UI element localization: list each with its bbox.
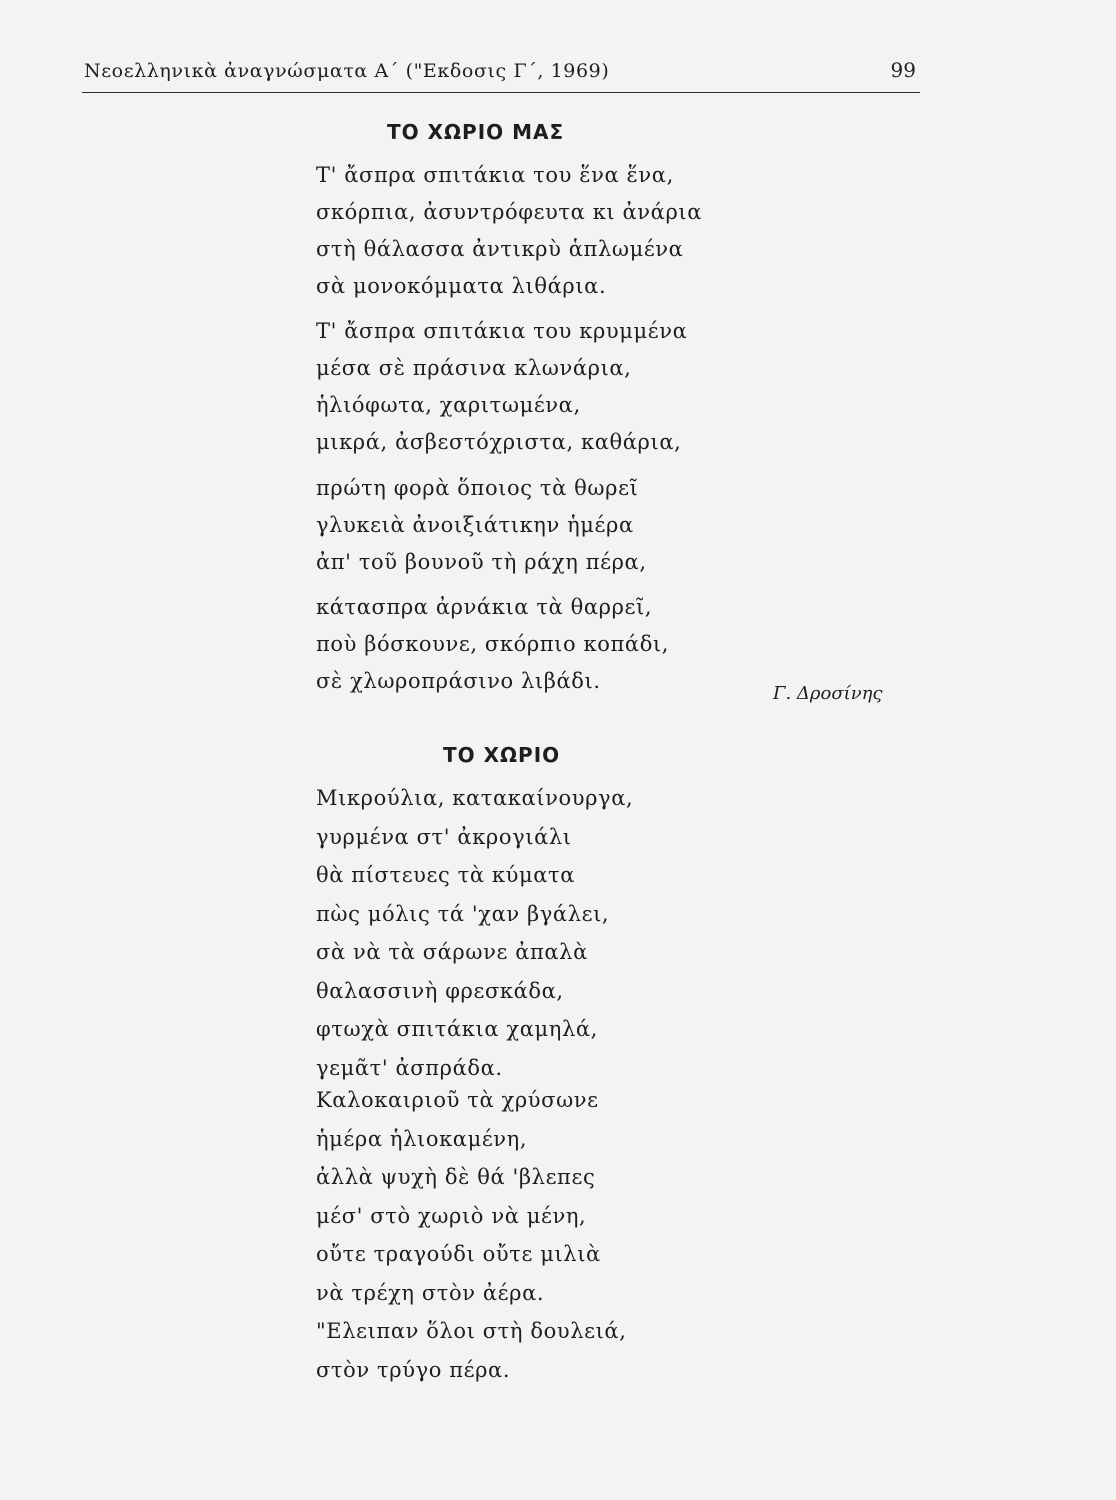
stanza [316,1081,626,1389]
page-number: 99 [890,58,916,82]
verse-line: Τ' ἄσπρα σπιτάκια του κρυμμένα [316,319,688,343]
verse-line: ἀλλὰ ψυχὴ δὲ θά 'βλεπες [316,1165,596,1189]
verse-line: ἡλιόφωτα, χαριτωμένα, [316,393,581,417]
verse-line: φτωχὰ σπιτάκια χαμηλά, [316,1017,598,1041]
stanza [316,470,647,581]
verse-line: "Ελειπαν ὅλοι στὴ δουλειά, [316,1319,627,1343]
verse-line: πρώτη φορὰ ὅποιος τὰ θωρεῖ [316,476,639,500]
verse-line: ἀπ' τοῦ βουνοῦ τὴ ράχη πέρα, [316,550,647,574]
poem-title: ΤΟ ΧΩΡΙΟ [443,743,561,767]
verse-line: γεμᾶτ' ἀσπράδα. [316,1055,503,1080]
verse-line: νὰ τρέχη στὸν ἀέρα. [316,1280,545,1305]
running-header [82,58,920,93]
verse-line: σὲ χλωροπράσινο λιβάδι. [316,669,601,693]
verse-line: μέσ' στὸ χωριὸ νὰ μένη, [316,1203,587,1228]
stanza [316,313,687,461]
verse-line: στὸν τρύγο πέρα. [316,1357,511,1382]
verse-line: ἡμέρα ἡλιοκαμένη, [316,1126,528,1151]
stanza [316,779,633,1087]
verse-line: ποὺ βόσκουνε, σκόρπιο κοπάδι, [316,632,670,656]
verse-line: Τ' ἄσπρα σπιτάκια του ἕνα ἕνα, [316,163,674,187]
verse-line: σκόρπια, ἀσυντρόφευτα κι ἀνάρια [316,200,703,224]
verse-line: πὼς μόλις τά 'χαν βγάλει, [316,901,610,926]
verse-line: θὰ πίστευες τὰ κύματα [316,863,576,887]
verse-line: οὔτε τραγούδι οὔτε μιλιὰ [316,1242,601,1266]
stanza [316,157,702,305]
stanza [316,589,669,700]
poem-title: ΤΟ ΧΩΡΙΟ ΜΑΣ [387,120,565,144]
verse-line: μέσα σὲ πράσινα κλωνάρια, [316,356,632,380]
verse-line: μικρά, ἀσβεστόχριστα, καθάρια, [316,430,682,454]
verse-line: θαλασσινὴ φρεσκάδα, [316,978,564,1003]
verse-line: στὴ θάλασσα ἀντικρὺ ἁπλωμένα [316,237,684,261]
verse-line: κάτασπρα ἀρνάκια τὰ θαρρεῖ, [316,595,653,619]
verse-line: γλυκειὰ ἀνοιξιάτικην ἡμέρα [316,513,634,537]
verse-line: σὰ μονοκόμματα λιθάρια. [316,274,607,298]
poem-author: Γ. Δροσίνης [773,683,883,704]
verse-line: σὰ νὰ τὰ σάρωνε ἀπαλὰ [316,940,588,964]
running-title: Νεοελληνικὰ ἀναγνώσματα Α΄ ("Εκδοσις Γ΄, 1969) [84,60,610,82]
verse-line: Μικρούλια, κατακαίνουργα, [316,786,634,810]
verse-line: γυρμένα στ' ἀκρογιάλι [316,824,572,849]
verse-line: Καλοκαιριοῦ τὰ χρύσωνε [316,1088,599,1112]
